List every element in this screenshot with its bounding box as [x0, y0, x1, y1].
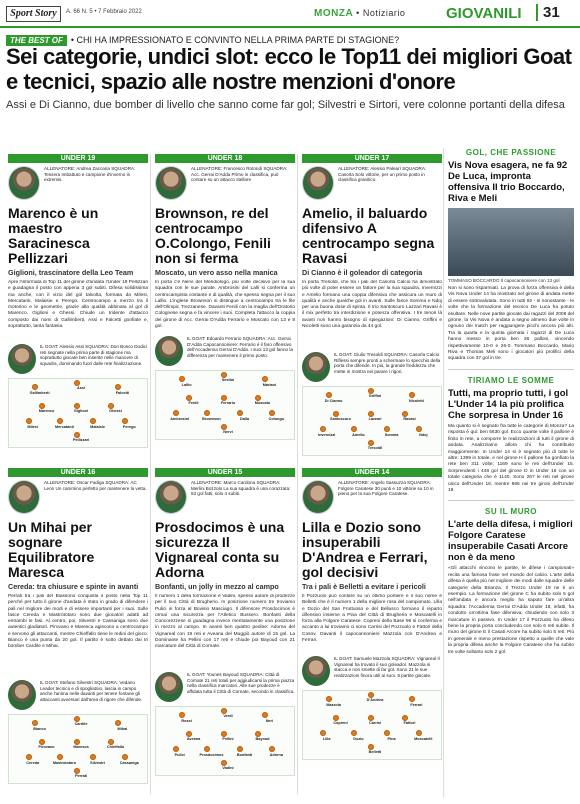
- deck: Assi e Di Cianno, due bomber di livello che sanno come far gol; Silvestri e Sirtori, vere colonne portanti della difesa: [6, 99, 565, 111]
- player-name: Nervi: [223, 430, 233, 435]
- player-name: Pellini: [222, 736, 234, 741]
- player-marker: [368, 715, 374, 721]
- goat-info: IL GOAT: Samuele Mazzola SQUADRA: Vignareal Il Vignareal ha trovato il suo goleador. Mazzola si stacca e non smette di far gol. Sono 21 le sue realizzazioni finora utili ai suoi. 9 partite giocate.: [334, 656, 440, 678]
- goat-photo: [155, 672, 183, 702]
- sidebar-heading: SU IL MURO: [485, 507, 537, 517]
- player-name: Aveana: [186, 736, 201, 741]
- player-marker: [368, 744, 374, 750]
- article-title: Marenco è un maestro Saracinesca Pellizzari: [8, 205, 99, 266]
- article-subtitle: Tra i pali è Belletti a evitare i pericoli: [302, 582, 426, 591]
- player-name: Nicoletti: [408, 398, 424, 403]
- player-name: Giglioni: [73, 408, 89, 413]
- article-body: In porta Tresoldi, che tra i pali del Casorla Calcio ha dimostrato più volte di poter essere un fattore per la sua squadra. Invernizzi e Amelio formano una coppia difensiva che assicura un muro di qualità e anche qualche gol in avanti. Sulle fasce Somma e Ndoj per una buona dose di spinta. Il trio Santoscuro Lazzari Ravasi è il mix perfetto tra interdizione e potenza offensiva. I tre tenori là avanti non hanno bisogno di spiegazioni: Di Cianno, Griffini e Nicoletti sono una garanzia da 44 gol.: [302, 280, 442, 330]
- team-column: [302, 154, 442, 456]
- player-name: Mariani: [262, 382, 277, 387]
- publication-logo: Sport Story: [6, 6, 61, 22]
- article-body: In porta c'è Nervi del Meridiologo, più volte decisivo per la sua squadra con le sue parate. Ambrosini del Lalli si conferma un centrocampista costante e di qualità, che spesso segna per il suo Lallio. L'inglese Brownson si distingue a centrocampo tra le file dell'Olimpic Trezzanese. Davanti Fenili con la maglia dell'Oratorio Colognese segna e fa vincere i suoi. Completa l'attacco la coppia del girone di Acc. Gerrai D'Adda Ferrario e Moscato con 13 e 8 gol.: [155, 280, 295, 330]
- coach-info: ALLENATORE: Andrea Zaccaria SQUADRA: Tessera Imbattuto e campione d'inverno in extremis.: [44, 166, 136, 182]
- goat-photo: [302, 656, 330, 686]
- player-marker: [368, 388, 374, 394]
- player-name: Pirovano: [38, 744, 55, 749]
- coach-info: ALLENATORE: Marco Cardona SQUADRA: Merlini Bozzolo La sua squadra è una corazzata: 53 gol fatti, solo 4 subiti.: [191, 480, 291, 496]
- article-subtitle: Moscato, un vero asso nella manica: [155, 268, 278, 277]
- column-rule: [297, 154, 298, 794]
- player-name: Adorna: [269, 752, 283, 757]
- player-marker: [204, 410, 210, 416]
- player-marker: [74, 380, 80, 386]
- player-name: Chieffallo: [106, 744, 125, 749]
- player-marker: [221, 372, 227, 378]
- coach-info: ALLENATORE: Oscar Fadiga SQUADRA: AC Leon Un cammino perfetto per mantenere la vetta.: [44, 480, 147, 491]
- player-name: Silvestri: [90, 760, 105, 765]
- player-name: Ghessi: [109, 408, 122, 413]
- player-name: Perrati: [74, 774, 88, 779]
- player-marker: [351, 426, 357, 432]
- player-marker: [221, 708, 227, 714]
- player-name: Mihai: [117, 726, 128, 731]
- article-title: Un Mihai per sognare Equilibratore Maresca: [8, 519, 95, 580]
- player-name: Sestini: [221, 378, 235, 383]
- player-marker: [74, 739, 80, 745]
- coach-box: [8, 166, 148, 204]
- player-name: Bianco: [33, 726, 46, 731]
- player-marker: [204, 746, 210, 752]
- article-body: Perrati tra i pali del Biassono conquista il posto nella Top 11 perché per tutto il girone d'andata è stato in grado di difendere i pali nel migliore dei modi e di essere importanti per i suoi. Sulle fasce Cereda e Mastrototaro sono due giocatori adatti ad entrambi le fasi. Al centro, poi, Silvestri e Cassaniga sono due autentici gladiatori. Pirovano e Maresca agiscono a centrocampo e servono gli attaccanti, mentre Chieffallo tiene le redini del gioco. Bianco è una punta da 20 gol. Il partito è sotto dettato dai tri bomber Cardile e Mihai.: [8, 594, 148, 650]
- player-marker: [221, 760, 227, 766]
- player-marker: [368, 692, 374, 698]
- coach-photo: [8, 166, 40, 200]
- player-marker: [384, 730, 390, 736]
- player-name: Lazzari: [368, 416, 382, 421]
- player-marker: [237, 746, 243, 752]
- player-marker: [333, 715, 339, 721]
- player-name: Pina: [387, 736, 396, 741]
- player-marker: [122, 754, 128, 760]
- player-name: Cereda: [26, 760, 40, 765]
- player-name: Mastrototaro: [52, 760, 77, 765]
- player-name: Gallimberti: [29, 390, 50, 395]
- player-name: Ambrosini: [170, 416, 190, 421]
- player-name: Malaisie: [90, 424, 105, 429]
- coach-box: [155, 480, 295, 518]
- player-marker: [269, 410, 275, 416]
- coach-photo: [8, 480, 40, 514]
- player-name: Assi: [76, 386, 86, 391]
- player-marker: [255, 731, 261, 737]
- player-name: Griffini: [368, 394, 382, 399]
- player-marker: [74, 403, 80, 409]
- player-name: Dalla: [240, 416, 250, 421]
- player-marker: [221, 424, 227, 430]
- player-marker: [402, 411, 408, 417]
- player-marker: [320, 426, 326, 432]
- player-name: Moscatelli: [414, 736, 433, 741]
- player-name: Lallio: [181, 382, 192, 387]
- sidebar-title: L'arte della difesa, i migliori Folgore Caratese insuperabile Casati Arcore non è da meno: [448, 519, 573, 564]
- player-name: Bonfanti: [236, 752, 253, 757]
- player-name: Ferrari: [410, 702, 423, 707]
- goat-box: [302, 656, 442, 686]
- goat-box: [302, 352, 442, 382]
- category-tag: UNDER 15: [155, 468, 295, 477]
- coach-photo: [302, 166, 334, 200]
- team-column: [8, 468, 148, 784]
- player-marker: [108, 739, 114, 745]
- player-name: Colongo: [268, 416, 284, 421]
- player-marker: [57, 754, 63, 760]
- player-name: Pulici: [174, 752, 185, 757]
- player-name: Amelio: [352, 432, 365, 437]
- goat-info: IL GOAT: Younes Bayoud SQUADRA: Città di Cornate 21 reti totali per aggiudicarsi la prima piazza nella classifica marcatori. Alle sue prodezze è affidata tutta il Città di Cornate, secondo in classifica.: [187, 672, 295, 694]
- player-marker: [221, 395, 227, 401]
- category-tag: UNDER 16: [8, 468, 148, 477]
- player-name: Copreni: [333, 720, 348, 725]
- player-name: Lilla: [322, 736, 331, 741]
- lineup-pitch: [302, 386, 442, 456]
- player-marker: [122, 418, 128, 424]
- sidebar-body: Ma quanto si è segnato fra tutte le categorie di Monza? La risposta è qui: ben 5630 gol. Ecco quante volte il pallone è finito in rete, a comporre le realizzazioni di tutti il girone di andata. Analizziamo allora chi ha contribuito maggiormente. In Under 14 si è segnato più di tutte le altre: 1399 in totale, e nel girone H il pallone ha gonfiato la rete ben 311 volte; 1169 sono le reti dell'Under 15. Sorprendenti i 448 gol del girone D in Under 16 con un totale categoria che è 1140. Sono 267 le reti nel girone unico dell'Under 18, mentre 866 nei tre gironi dell'Under 19.: [448, 423, 574, 493]
- player-name: Ravasi: [403, 416, 416, 421]
- player-name: Dozio: [353, 736, 364, 741]
- goat-photo: [8, 680, 36, 710]
- article-body: Il Pozzuolo può contare su un ottimo portiere e il suo nome è Belletti che è il numero 1 della migliore rosa del campionato. Lilla e Dozio del San Fruttuoso e del Bellusco formano il reparto difensivo insieme a Pina del Città di Brugherio e Moscatelli in forza alla Folgore Caratese. Copreni della Base 96 si conferma e accanto a lui troviamo ci sono Carrisi del Pozzuolo e Fattori della Cosov. Davanti il capocannoniere Mazzola con D'Andrea e Ferrari.: [302, 594, 442, 644]
- player-marker: [262, 712, 268, 718]
- player-marker: [320, 730, 326, 736]
- player-marker: [255, 395, 261, 401]
- page-number: 31: [536, 4, 560, 21]
- player-marker: [186, 395, 192, 401]
- player-marker: [409, 392, 415, 398]
- coach-photo: [302, 480, 334, 514]
- article-title: Lilla e Dozio sono insuperabili D'Andrea e Ferrari, gol decisivi: [302, 519, 428, 580]
- article-subtitle: Giglioni, trascinatore della Leo Team: [8, 268, 134, 277]
- player-name: Ferrario: [220, 400, 236, 405]
- sidebar-title: Tutti, ma proprio tutti, i gol L'Under 14 la più prolifica Che sorpresa in Under 16: [448, 387, 569, 421]
- player-name: Maresca: [73, 744, 89, 749]
- player-marker: [179, 376, 185, 382]
- player-marker: [74, 432, 80, 438]
- player-name: Prosdocimos: [199, 752, 224, 757]
- team-column: [155, 154, 295, 440]
- sidebar-body: «Gli attacchi vincono le partite, le difese i campionati» recita una famosa frase nel mondo del calcio. L'arte della difesa è quella più nel migliore dei modi dalle squadre delle categorie della Brianza. Il Trezzo Under 19 ne è un esempio. La formazione del girone C ha subito solo 5 gol nell'andata e ancora meglio ha saputo fare un'altra squadra: l'Accademia Gerrai D'Adda Under 18, infatti, ha condotto un'ottima fase difensiva, chiudendo con solo 3 marcature in passivo. In Under 17 il Pozzuolo ha difeso bene la propria porta concludendo con solo 6 reti subite. Il muro del girone E il Casati Arcore ha subito solo 5 reti. Più in generale e meno prestazione rispetto a quelle che vale la propria difesa anche la Folgore Caratese che ha subito tre volte soltanto solo 2 gol.: [448, 566, 574, 655]
- player-marker: [186, 731, 192, 737]
- team-photo: [448, 208, 574, 276]
- player-marker: [115, 384, 121, 390]
- headline: Sei categorie, undici slot: ecco le Top11 dei migliori Goat e tecnici, spazio alle nostre menzioni d'onore: [6, 44, 572, 94]
- player-marker: [39, 739, 45, 745]
- player-marker: [74, 716, 80, 722]
- player-marker: [90, 754, 96, 760]
- goat-photo: [155, 336, 183, 366]
- player-marker: [26, 754, 32, 760]
- player-marker: [237, 410, 243, 416]
- player-name: Santoscuro: [330, 416, 351, 421]
- player-name: Vadini: [222, 766, 234, 771]
- player-marker: [326, 392, 332, 398]
- player-name: Somma: [384, 432, 399, 437]
- photo-caption: TOMMASO BOCCARDO Il capocannoniere con 13 gol: [448, 278, 560, 283]
- player-marker: [32, 720, 38, 726]
- article-subtitle: Bonfanti, un jolly in mezzo al campo: [155, 582, 279, 591]
- player-name: Mercatanti: [54, 424, 74, 429]
- player-name: Perego: [122, 424, 136, 429]
- player-marker: [368, 440, 374, 446]
- player-name: Marenco: [38, 408, 55, 413]
- lineup-pitch: [8, 378, 148, 448]
- category-tag: UNDER 17: [302, 154, 442, 163]
- player-marker: [221, 731, 227, 737]
- team-column: [302, 468, 442, 760]
- coach-box: [155, 166, 295, 204]
- player-name: Milesi: [27, 424, 38, 429]
- player-marker: [416, 730, 422, 736]
- player-marker: [115, 720, 121, 726]
- masthead: [6, 6, 574, 24]
- player-marker: [351, 730, 357, 736]
- player-marker: [57, 418, 63, 424]
- player-marker: [108, 403, 114, 409]
- lineup-pitch: [155, 706, 295, 776]
- team-column: [155, 468, 295, 776]
- article-title: Brownson, re del centrocampo O.Colongo, Fenili non si ferma: [155, 205, 271, 266]
- kicker: [6, 30, 574, 45]
- player-name: Bayoud: [255, 736, 270, 741]
- divider: [448, 369, 574, 370]
- category-tag: UNDER 18: [155, 154, 295, 163]
- player-marker: [409, 696, 415, 702]
- player-marker: [384, 426, 390, 432]
- lineup-pitch: [8, 714, 148, 784]
- player-marker: [333, 411, 339, 417]
- player-name: Neri: [265, 718, 274, 723]
- player-marker: [74, 768, 80, 774]
- player-name: Fattori: [403, 720, 416, 725]
- goat-box: [155, 336, 295, 366]
- category-tag: UNDER 19: [8, 154, 148, 163]
- article-title: Amelio, il baluardo difensivo A centrocampo segna Ravasi: [302, 205, 435, 266]
- player-name: Verdi: [223, 714, 233, 719]
- article-body: Apre l'informata di Top 11 del girone d'andata l'Under 19 Pellizzari e guadagna il posto con appena 3 gol subiti. Difesa solidissima ma anche, con il vizio del gol talvolta, formata da Milesi, Mercatanti, Malaisie e Perego. Centrocampo a mezzo tra il motorino e le geometrie, grazie alla qualità abbinata al gol di Marenco, Giglioni e Ghessi. Chiude un tridente d'attacco composto dai nomi di Gallimberti, Assi e Falcetti gonfiate e, soprattutto, tanta fantasia.: [8, 280, 148, 330]
- player-name: Pellizzari: [72, 438, 90, 443]
- coach-info: ALLENATORE: Alessio Palearì SQUADRA: Casorla Solo vittorie, per un primo posto in classifica granitico.: [338, 166, 427, 182]
- player-name: Tresoldi: [367, 446, 383, 451]
- goat-photo: [302, 352, 330, 382]
- article-body: Il numero 1 della formazione è Vadini, spesso autore di prodezze per il suo Città di Brugherio. In posizione numero tre troviamo Pulici in forza al Bovisio Masciago. Il difensore Prosdocimos è ormai una sicurezza per l'Atletico Bussero. Bonfanti della Concorezzese si guadagna invece meritatamente una posizione in mezzo al campo. In avanti ben quattro pedine: Adorna del Vignareal con 19 reti e Aveana del Muggiò autore di 15 gol. La Dominante ha Pellini con 17 reti e chiude poi Bayoud con 21 marcature del Città di Cornate.: [155, 594, 295, 650]
- player-name: Moscato: [254, 400, 271, 405]
- player-name: Mazzola: [326, 702, 341, 707]
- goat-box: [8, 344, 148, 374]
- goat-box: [8, 680, 148, 710]
- player-name: Brownson: [202, 416, 221, 421]
- sidebar-heading: TIRIAMO LE SOMME: [467, 375, 555, 385]
- goat-info: IL GOAT: Edoardo Ferrario SQUADRA: Acc. Gerrai D'Adda Capocannoniere: Ferrario è il faro offensivo dell'Accademia Gerrai D'Adda. I suoi 13 gol fanno la differenza per mantenere il primo posto.: [187, 336, 293, 358]
- bestof-label: THE BEST OF: [6, 35, 67, 46]
- player-marker: [368, 411, 374, 417]
- column-rule: [150, 154, 151, 794]
- issue-meta: A. 66 N. 5 • 7 Febbraio 2022: [66, 9, 142, 15]
- goat-info: IL GOAT: Giulio Tresoldi SQUADRA: Casorla Calcio Riflessi sempre pronti a schermare lo specchio della porta che difende. In più, la grande freddezza che mette in mostra nei parare i rigori.: [334, 352, 441, 374]
- sidebar-title: Vis Nova esagera, ne fa 92 De Luca, impronta offensiva Il trio Boccardo, Riva e Meli: [448, 160, 568, 204]
- player-name: Cardile: [74, 722, 88, 727]
- coach-box: [302, 166, 442, 204]
- player-name: Falcetti: [115, 390, 130, 395]
- player-name: Fenili: [188, 400, 199, 405]
- coach-box: [8, 480, 148, 518]
- sidebar-heading: GOL, CHE PASSIONE: [465, 148, 557, 157]
- article-title: Prosdocimos è una sicurezza Il Vignareal conta su Adorna: [155, 519, 285, 580]
- coach-box: [302, 480, 442, 518]
- sidebar-body: Non si sono risparmiati. La prova di forza offensiva è della Vis Nova Under 14 ha mostrato nel girone di andata mette di essere sottovalutata. Sono in tutti 92 - si nonostante - le volte che la formazione del tecnico De Luca ha potuto esultare. Nelle nove partite giocate dai ragazzi del 2008 del girone, la Vis Nova è andata a segno almeno due volte in ognuno dei match per raggiungere picchi ancora più alti. Tra la quarta e la quinta giornata i ragazzi di De Luca hanno messo in porta ben 36 palloni, vincendo rispettivamente 10-0 e 26-0. Tommaso Boccardo, Mario Riva e Thomas Meli sono i giocatori più prolifici della squadra con 37 gol in tre.: [448, 286, 574, 362]
- coach-photo: [155, 480, 187, 514]
- coach-info: ALLENATORE: Francesco Rotondi SQUADRA: Acc. Gerrai D'Adda Primo in classifica, può contare su un attacco stellare: [191, 166, 288, 182]
- player-marker: [32, 384, 38, 390]
- player-name: Belletti: [368, 750, 382, 755]
- player-marker: [262, 376, 268, 382]
- team-column: [8, 154, 148, 448]
- article-subtitle: Cereda: tra chiusure e spinte in avanti: [8, 582, 139, 591]
- coach-info: ALLENATORE: Angelo Sassuzza SQUADRA: Folgore Caratese 30 punti e 10 vittorie su 10 in pieno per la sua Folgore Caratese.: [338, 480, 434, 496]
- goat-photo: [8, 344, 36, 374]
- goat-box: [155, 672, 295, 702]
- coach-photo: [155, 166, 187, 200]
- player-name: Carrisi: [368, 720, 382, 725]
- player-marker: [39, 403, 45, 409]
- section-label: MONZA • Notiziario: [314, 8, 406, 19]
- player-marker: [90, 418, 96, 424]
- player-marker: [326, 696, 332, 702]
- kicker-question: • CHI HA IMPRESSIONATO E CONVINTO NELLA PRIMA PARTE DI STAGIONE?: [70, 35, 400, 45]
- article-subtitle: Di Cianno è il goleador di categoria: [302, 268, 423, 277]
- category-label: GIOVANILI: [446, 5, 522, 22]
- player-marker: [173, 410, 179, 416]
- column-rule: [443, 148, 444, 798]
- player-name: Cassaniga: [119, 760, 139, 765]
- goat-info: IL GOAT: Alessio Assi SQUADRA: Don Bosco Dodici reti segnate nella prima parte di stagione ma soprattutto giocate ben inserite nelle manovre di squadra, dominando fuori dalle rete finalizzazione.: [40, 344, 147, 366]
- player-name: D'Andrea: [366, 698, 384, 703]
- header-rule: [0, 26, 580, 28]
- player-marker: [416, 426, 422, 432]
- player-name: Ndoj: [419, 432, 428, 437]
- player-marker: [173, 746, 179, 752]
- player-name: Di Cianno: [324, 398, 343, 403]
- sidebar: [448, 148, 574, 656]
- player-marker: [26, 418, 32, 424]
- player-name: Invernizzi: [318, 432, 336, 437]
- player-name: Rossi: [181, 718, 192, 723]
- lineup-pitch: [155, 370, 295, 440]
- goat-info: IL GOAT: Stefano Silvestri SQUADRA: Vedano Leader tecnico e di spogliatoio, lascia in campo anche l'anima nelle davanti per tenere fontane gli attaccanti avversari dall'area di rigore che difende.: [40, 680, 143, 702]
- player-marker: [269, 746, 275, 752]
- category-tag: UNDER 14: [302, 468, 442, 477]
- lineup-pitch: [302, 690, 442, 760]
- divider: [448, 500, 574, 501]
- player-marker: [179, 712, 185, 718]
- player-marker: [402, 715, 408, 721]
